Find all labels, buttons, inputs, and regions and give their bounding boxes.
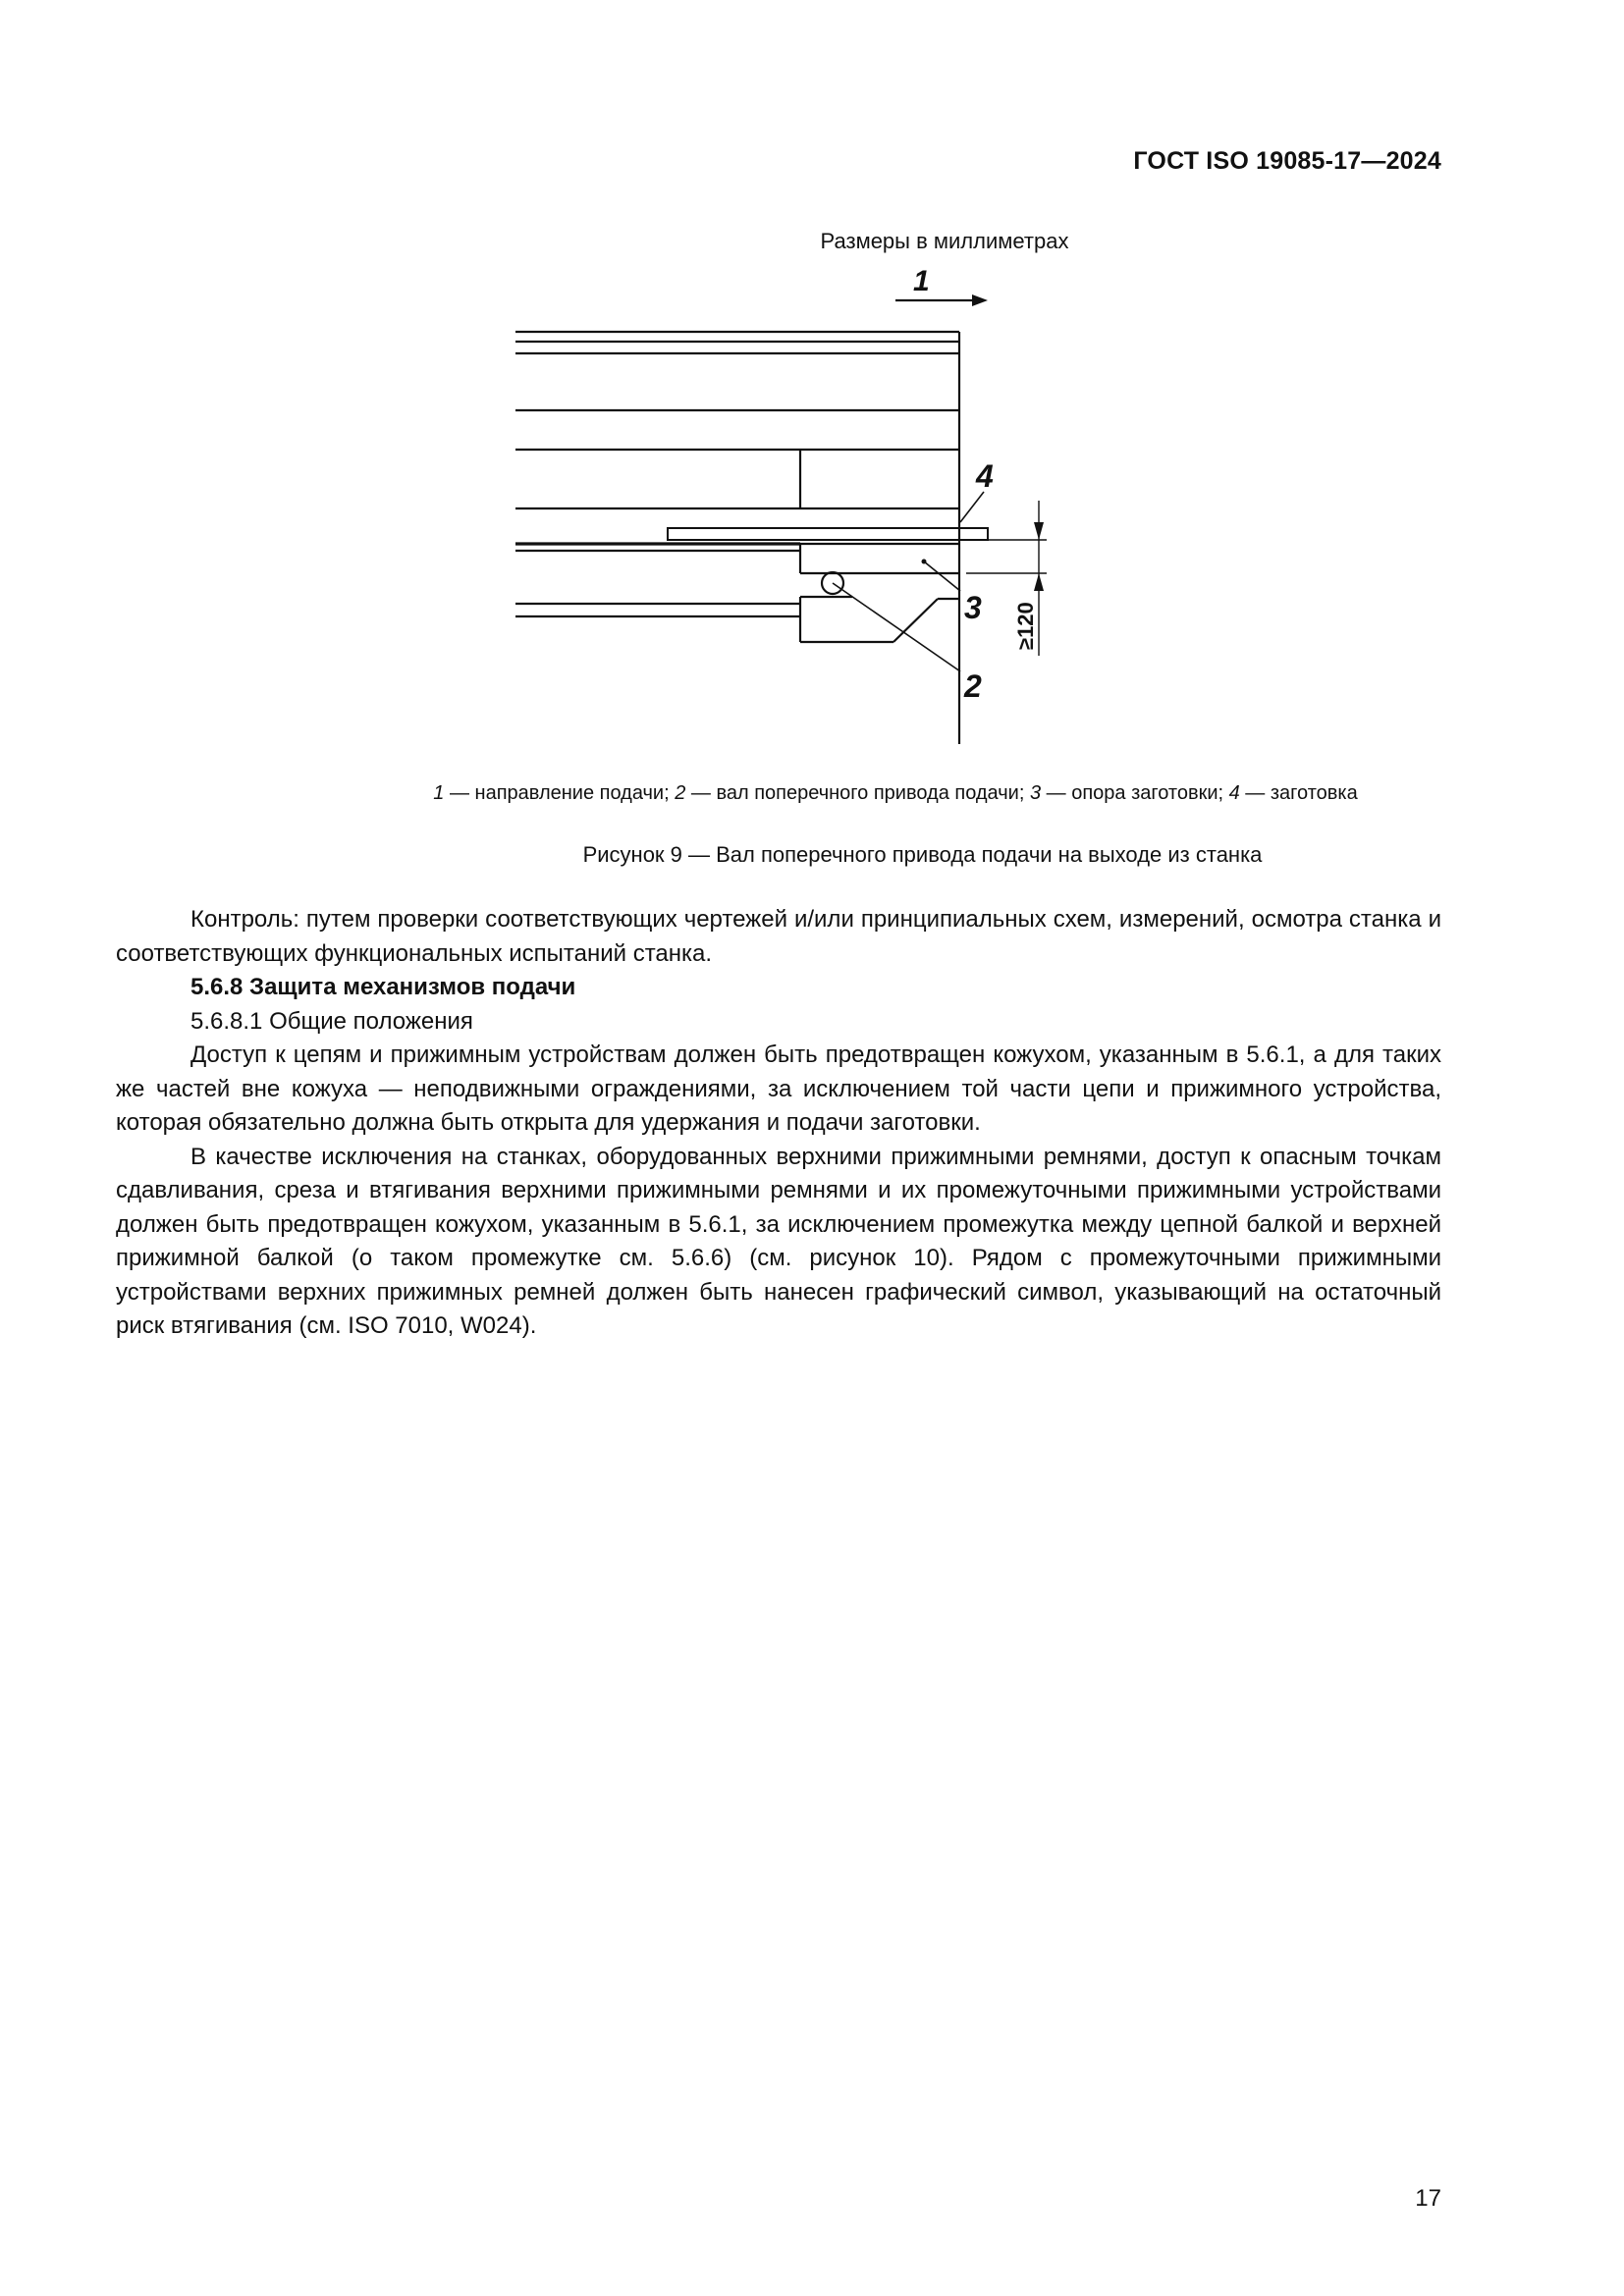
body-text [116,903,1441,1344]
feed-direction-arrowhead [972,294,988,306]
figure-9-drawing [491,265,1060,756]
callout-1: 1 [913,265,930,297]
callout-4: 4 [976,458,994,494]
callout-2: 2 [964,668,982,704]
legend-text-3: — опора заготовки; [1041,782,1229,804]
figure-legend [0,782,1624,805]
legend-text-1: — направление подачи; [444,782,676,804]
legend-num-4: 4 [1228,782,1240,804]
legend-text-2: — вал поперечного привода подачи; [685,782,1030,804]
paragraph-exception: В качестве исключения на станках, оборудованных верхними прижимными ремнями, доступ к опасным точкам сдавливания, среза и втягивания верхними прижимными ремнями и их промежуточными прижимными устройствами должен быть предотвращен кожухом, указанным в 5.6.1, за исключением промежутка между цепной балкой и верхней прижимной балкой (о таком промежутке см. 5.6.6) (см. рисунок 10). Рядом с промежуточными прижимными устройствами верхних прижимных ремней должен быть нанесен графический символ, указывающий на остаточный риск втягивания (см. ISO 7010, W024). [116,1143,1441,1339]
paragraph-access: Доступ к цепям и прижимным устройствам должен быть предотвращен кожухом, указанным в 5.6.1, а для таких же частей вне кожуха — неподвижными ограждениями, за исключением той части цепи и прижимного устройства, которая обязательно должна быть открыта для удержания и подачи заготовки. [116,1041,1441,1136]
legend-num-3: 3 [1029,782,1042,804]
page-number: 17 [1415,2185,1441,2212]
document-header: ГОСТ ISO 19085-17—2024 [1133,147,1441,175]
units-note: Размеры в миллиметрах [820,229,1069,253]
legend-num-1: 1 [433,782,445,804]
callout-3: 3 [964,590,982,625]
legend-text-4: — заготовка [1239,782,1358,804]
control-paragraph: Контроль: путем проверки соответствующих чертежей и/или принципиальных схем, измерений, осмотра станка и соответствующих функциональных испытаний станка. [116,906,1441,967]
legend-num-2: 2 [675,782,686,804]
dimension-label: ≥120 [1013,602,1038,650]
figure-caption: Рисунок 9 — Вал поперечного привода подачи на выходе из станка [582,842,1263,867]
workpiece [668,528,988,540]
section-heading: 5.6.8 Защита механизмов подачи [190,974,576,1000]
subsection-heading: 5.6.8.1 Общие положения [190,1007,473,1035]
